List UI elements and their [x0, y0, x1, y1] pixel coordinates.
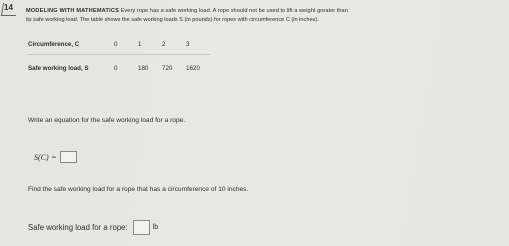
load-unit-label: lb — [152, 224, 159, 231]
table-cell: 720 — [162, 65, 173, 72]
equation-row — [34, 151, 77, 163]
problem-statement-text: Every rope has a safe working load. A rope should not be used to lift a weight greater than — [120, 8, 348, 14]
table-cell: 180 — [138, 65, 149, 72]
table-cell: 1620 — [186, 65, 200, 72]
problem-statement-line2: its safe working load. The table shows the safe working loads S (in pounds) for ropes with circumference C (in inches). — [26, 17, 319, 23]
table-cell: 3 — [186, 41, 210, 55]
table-row-circumference — [28, 41, 210, 55]
problem-number: 14 — [4, 3, 13, 12]
row-label-circumference: Circumference, C — [28, 41, 114, 55]
load-answer-box[interactable] — [133, 220, 150, 235]
table-row-safe-load — [28, 55, 210, 96]
table-cell: 0 — [114, 41, 138, 55]
row-label-safe-load: Safe working load, S — [28, 65, 89, 72]
loads-table — [28, 41, 210, 95]
problem-title: MODELING WITH MATHEMATICS — [26, 8, 120, 14]
table-cell: 1 — [138, 41, 162, 55]
table-cell: 2 — [162, 41, 186, 55]
table-cell: 0 — [114, 65, 118, 72]
equals-sign: = — [51, 152, 57, 162]
problem-statement-line1 — [26, 8, 348, 14]
question-load-prompt: Find the safe working load for a rope that has a circumference of 10 inches. — [28, 186, 249, 193]
load-answer-row — [28, 220, 158, 235]
equation-answer-box[interactable] — [60, 151, 77, 163]
question-equation-prompt: Write an equation for the safe working load for a rope. — [28, 117, 186, 124]
load-answer-label: Safe working load for a rope: — [28, 223, 128, 232]
equation-lhs: S(C) — [34, 152, 49, 162]
